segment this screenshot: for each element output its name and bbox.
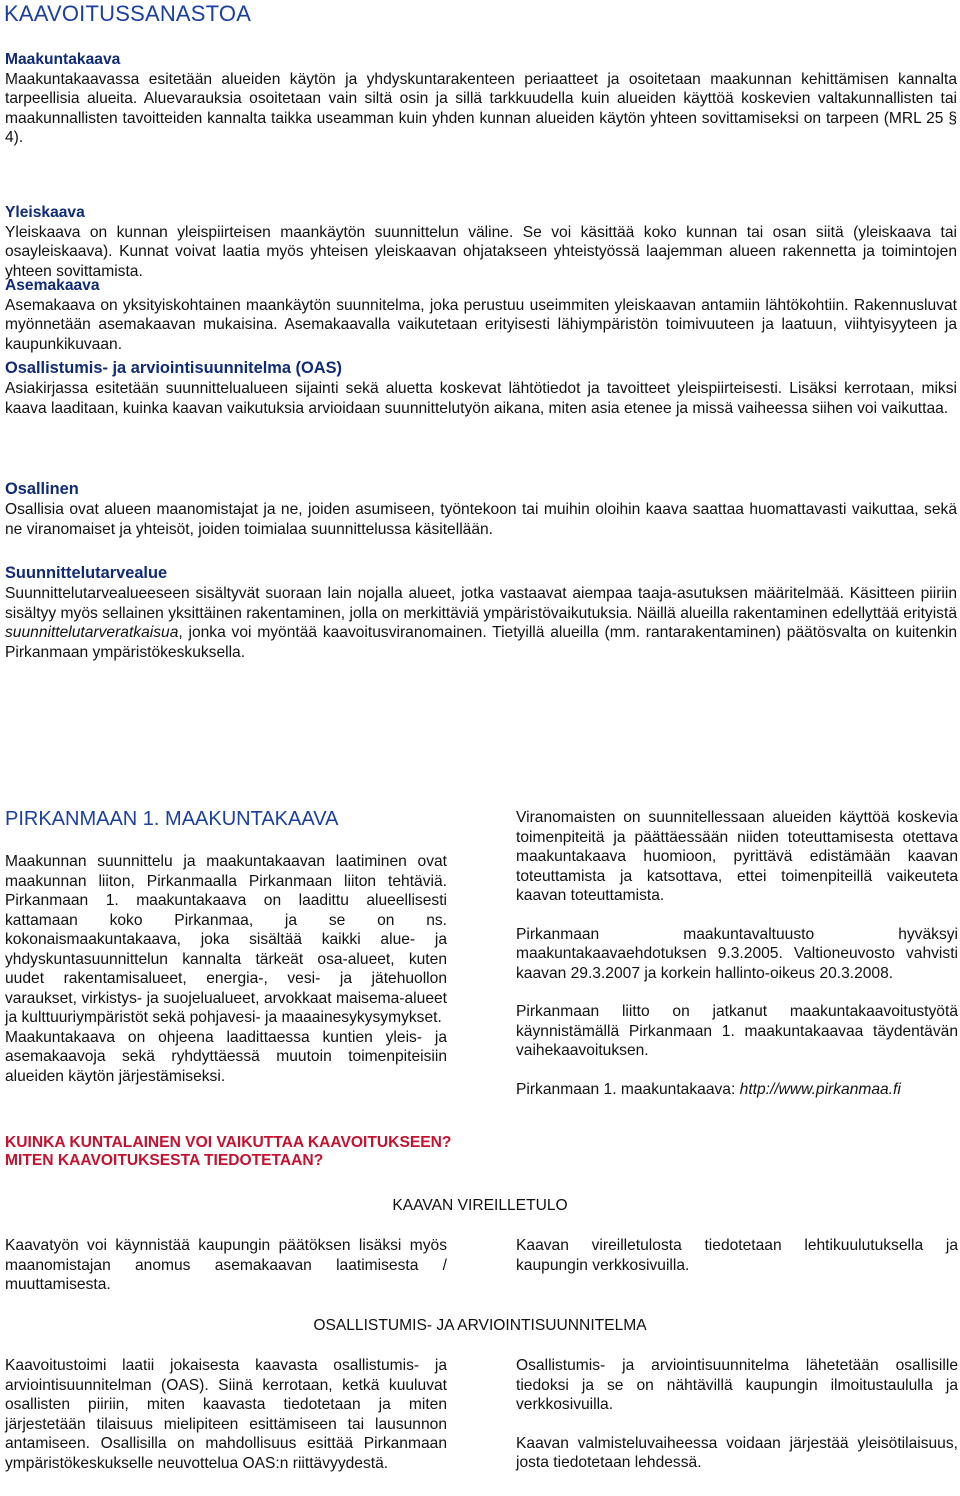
text-osallinen: Osallisia ovat alueen maanomistajat ja ne, joiden asumiseen, työntekoon tai muihin oloihin kaava saattaa huomattavasti vaikuttaa, sekä ne viranomaiset ja yhteisöt, joiden toimialaa suunnittelussa käsitellään.	[5, 501, 957, 538]
section-yleiskaava	[5, 203, 957, 281]
section-maakuntakaava	[5, 50, 957, 148]
text-oas-right-1: Osallistumis- ja arviointisuunnitelma lähetetään osallisille tiedoksi ja se on nähtävillä kaupungin ilmoitustaululla ja verkkosivuilla.	[516, 1357, 958, 1413]
text-pirkanmaa-right-3: Pirkanmaan liitto on jatkanut maakuntakaavoitustyötä käynnistämällä Pirkanmaan 1. maakuntakaavaa täydentävän vaihekaavoituksen.	[516, 1003, 958, 1059]
link-label: Pirkanmaan 1. maakuntakaava:	[516, 1080, 740, 1098]
text-oas-left: Kaavoitustoimi laatii jokaisesta kaavasta osallistumis- ja arviointisuunnitelman (OAS). Siinä kerrotaan, ketkä kuuluvat osallisten piiriin, miten kaavasta tiedotetaan ja miten järjestetään tilaisuus mielipiteen esittämiseen tai lausunnon antamiseen. Osallisilla on mahdollisuus esittää Pirkanmaan ympäristökeskukselle neuvottelua OAS:n riittävyydestä.	[5, 1357, 447, 1472]
heading-yleiskaava: Yleiskaava	[5, 204, 85, 221]
heading-suunnittelutarvealue: Suunnittelutarvealue	[5, 564, 168, 582]
text-oas-right-2: Kaavan valmisteluvaiheessa voidaan järjestää yleisötilaisuus, josta tiedotetaan lehdessä.	[516, 1434, 958, 1471]
section-asemakaava	[5, 276, 957, 354]
page-title: KAAVOITUSSANASTOA	[4, 1, 252, 26]
section-oas-definition	[5, 358, 957, 418]
section-suunnittelutarvealue	[5, 563, 957, 662]
heading-oas-section: OSALLISTUMIS- JA ARVIOINTISUUNNITELMA	[313, 1317, 647, 1334]
text-maakuntakaava: Maakuntakaavassa esitetään alueiden käytön ja yhdyskuntarakenteen periaatteet ja osoitetaan maakunnan kehittämisen kannalta tarpeellisia alueita. Aluevarauksia osoitetaan vain siltä osin ja sillä tarkkuudella kuin alueiden käyttöä koskevien valtakunnallisten tai maakunnallisten tavoitteiden kannalta taikka useamman kuin yhden kunnan alueiden käytön yhteen sovittamiseksi on tarpeen (MRL 25 § 4).	[5, 70, 957, 146]
text-oas: Asiakirjassa esitetään suunnittelualueen sijainti sekä aluetta koskevat lähtötiedot ja tavoitteet yleispiirteisesti. Lisäksi kerrotaan, miksi kaava laaditaan, kuinka kaavan vaikutuksia arvioidaan suunnittelutyön aikana, miten asia etenee ja missä vaiheessa siihen voi vaikuttaa.	[5, 380, 957, 417]
vireilletulo-left-column	[5, 1236, 447, 1295]
text-suunnittelutarvealue-part1: Suunnittelutarvealueeseen sisältyvät suoraan lain nojalla alueet, jotka vastaavat aiempaa taaja-asutuksen määritelmää. Käsitteen piiriin sisältyy myös sellainen yksittäinen rakentaminen, jolla on merkittäviä ympäristövaikutuksia. Näillä alueilla rakentaminen edellyttää erityistä	[5, 585, 957, 622]
heading-oas: Osallistumis- ja arviointisuunnitelma (OAS)	[5, 359, 342, 377]
heading-pirkanmaa: PIRKANMAAN 1. MAAKUNTAKAAVA	[5, 808, 339, 830]
vaikuttaa-line-2: MITEN KAAVOITUKSESTA TIEDOTETAAN?	[5, 1152, 324, 1169]
oas-right-column	[516, 1356, 958, 1473]
text-pirkanmaa-left-2: Maakuntakaava on ohjeena laadittaessa kuntien yleis- ja asemakaavoja sekä ryhdyttäessä muutoin toimenpiteisiin alueiden käytön järjestämiseksi.	[5, 1028, 447, 1085]
text-suunnittelutarveratkaisu: suunnittelutarveratkaisua	[5, 624, 179, 641]
vireilletulo-right-column	[516, 1236, 958, 1275]
text-pirkanmaa-right-2: Pirkanmaan maakuntavaltuusto hyväksyi maakuntakaavaehdotuksen 9.3.2005. Valtioneuvosto vahvisti kaavan 29.3.2007 ja korkein hallinto-oikeus 20.3.2008.	[516, 925, 958, 982]
text-pirkanmaa-right-1: Viranomaisten on suunnitellessaan alueiden käyttöä koskevia toimenpiteitä ja päättäessään niiden toteuttamisesta otettava maakuntakaava huomioon, pyrittävä edistämään kaavan toteuttamista ja katsottava, ettei toimenpiteillä vaikeuteta kaavan toteuttamista.	[516, 809, 958, 904]
heading-osallinen: Osallinen	[5, 480, 79, 498]
pirkanmaa-link[interactable]: http://www.pirkanmaa.fi	[739, 1080, 901, 1098]
heading-asemakaava: Asemakaava	[5, 277, 100, 294]
text-suunnittelutarvealue-part2: , jonka voi myöntää kaavoitusviranomainen. Tietyillä alueilla (mm. rantarakentaminen) päätösvalta on kuitenkin Pirkanmaan ympäristökeskuksella.	[5, 624, 957, 661]
oas-left-column	[5, 1356, 447, 1473]
text-pirkanmaa-left-1: Maakunnan suunnittelu ja maakuntakaavan laatiminen ovat maakunnan liiton, Pirkanmaalla Pirkanmaan liiton tehtäviä. Pirkanmaan 1. maakuntakaava on laadittu alueellisesti kattamaan koko Pirkanmaa, ja se on ns. kokonaismaakuntakaava, joka sisältää kaikki alue- ja yhdyskuntasuunnittelun kannalta tärkeät osa-alueet, kuten uudet rakentamisalueet, energia-, vesi- ja jätehuollon varaukset, virkistys- ja suojelualueet, arvokkaat maisema-alueet ja kulttuuriympäristöt sekä pohjavesi- ja maaainesykysymykset.	[5, 853, 447, 1026]
vaikuttaa-line-1: KUINKA KUNTALAINEN VOI VAIKUTTAA KAAVOITUKSEEN?	[5, 1134, 452, 1151]
pirkanmaa-right-column	[516, 808, 958, 1099]
heading-maakuntakaava: Maakuntakaava	[5, 51, 121, 68]
vaikuttaa-question	[5, 1134, 565, 1170]
text-yleiskaava: Yleiskaava on kunnan yleispiirteisen maankäytön suunnittelun väline. Se voi käsittää koko kunnan tai osan siitä (yleiskaava tai osayleiskaava). Kunnat voivat laatia myös yhteisen yleiskaavan ohjatakseen yhteistyössä laajemman alueen rakennetta ja toimintojen yhteen sovittamista.	[5, 223, 957, 280]
section-osallinen	[5, 479, 957, 539]
pirkanmaa-left-column	[5, 852, 447, 1086]
text-vireilletulo-left: Kaavatyön voi käynnistää kaupungin päätöksen lisäksi myös maanomistajan anomus asemakaavan laatimisesta / muuttamisesta.	[5, 1237, 447, 1293]
text-pirkanmaa-right-4	[516, 1080, 958, 1100]
text-suunnittelutarvealue	[5, 584, 957, 662]
heading-vireilletulo: KAAVAN VIREILLETULO	[392, 1197, 568, 1214]
text-asemakaava: Asemakaava on yksityiskohtainen maankäytön suunnitelma, joka perustuu useimmiten yleiskaavan antamiin lähtökohtiin. Rakennusluvat myönnetään asemakaavan mukaisina. Asemakaavalla vaikutetaan erityisesti lähiympäristön toimivuuteen ja laatuun, viihtyisyyteen ja kaupunkikuvaan.	[5, 296, 957, 353]
text-vireilletulo-right: Kaavan vireilletulosta tiedotetaan lehtikuulutuksella ja kaupungin verkkosivuilla.	[516, 1237, 958, 1274]
